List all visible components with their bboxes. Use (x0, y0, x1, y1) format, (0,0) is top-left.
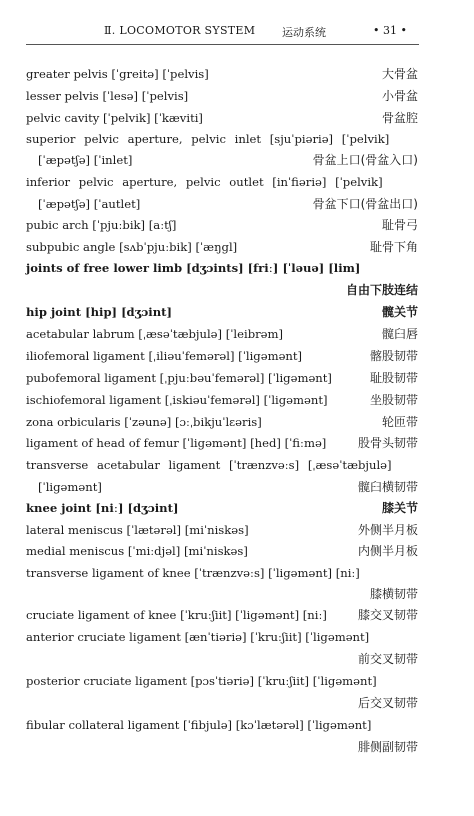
entry-medial-meniscus (26, 540, 418, 562)
entry-ischiofemoral-ligament (26, 389, 418, 411)
running-header (0, 22, 474, 40)
entry-anterior-cruciate-ligament (26, 626, 418, 648)
entry-english: pubic arch [ˈpjuːbik] [aːtʃ] (26, 218, 177, 232)
entry-hip-joint (26, 301, 418, 323)
entry-english: greater pelvis [ˈgreitə] [ˈpelvis] (26, 67, 209, 81)
entry-transverse-acetabular-ligament (26, 454, 418, 476)
entry-inferior-pelvic-aperture (26, 171, 418, 193)
entry-english: ischiofemoral ligament [ˌiskiəuˈfemərəl] [ˈligəmənt] (26, 393, 328, 407)
entry-chinese: 大骨盆 (381, 67, 418, 81)
entry-fibular-collateral-ligament (26, 714, 418, 736)
entry-transverse-ligament-of-knee (26, 562, 418, 584)
entry-english: lateral meniscus [ˈlætərəl] [miˈniskəs] (26, 523, 249, 537)
entry-knee-joint (26, 497, 418, 519)
entry-iliofemoral-ligament (26, 345, 418, 367)
entry-acetabular-labrum (26, 323, 418, 345)
entry-lateral-meniscus (26, 519, 418, 541)
entry-chinese: 髋关节 (381, 305, 418, 319)
entry-english: anterior cruciate ligament [ænˈtiəriə] [ˈkruːʃiit] [ˈligəmənt] (26, 630, 370, 644)
entry-superior-pelvic-aperture (26, 128, 418, 150)
entry-pubic-arch (26, 214, 418, 236)
entry-english: cruciate ligament of knee [ˈkruːʃiit] [ˈligəmənt] [niː] (26, 608, 327, 622)
entry-transverse-acetabular-ligament-cont (38, 476, 418, 498)
entry-chinese: 股骨头韧带 (357, 436, 418, 450)
entry-greater-pelvis (26, 63, 418, 85)
entry-english: subpubic angle [sʌbˈpjuːbik] [ˈæŋgl] (26, 240, 238, 254)
entry-english: superior pelvic aperture, pelvic inlet [sjuˈpiəriə] [ˈpelvik] (26, 132, 390, 146)
entry-chinese: 内侧半月板 (357, 544, 418, 558)
entry-chinese: 自由下肢连结 (345, 283, 418, 297)
entry-chinese: 轮匝带 (381, 415, 418, 429)
entry-chinese: 腓侧副韧带 (357, 740, 418, 754)
entry-superior-pelvic-aperture-cont (38, 149, 418, 171)
entry-english: iliofemoral ligament [ˌiliəuˈfemərəl] [ˈligəmənt] (26, 349, 303, 363)
entry-pelvic-cavity (26, 107, 418, 129)
section-joints-of-free-lower-limb (26, 257, 418, 279)
entry-posterior-cruciate-ligament (26, 670, 418, 692)
entry-english: lesser pelvis [ˈlesə] [ˈpelvis] (26, 89, 189, 103)
entry-english: joints of free lower limb [dʒɔints] [friː] [ˈləuə] [lim] (26, 261, 361, 275)
entry-anterior-cruciate-ligament-cont (26, 648, 418, 670)
entry-transverse-ligament-of-knee-cont (26, 583, 418, 605)
entry-chinese: 坐股韧带 (369, 393, 418, 407)
entry-english: pubofemoral ligament [ˌpjuːbəuˈfemərəl] [ˈligəmənt] (26, 371, 332, 385)
entry-english: knee joint [niː] [dʒɔint] (26, 501, 179, 515)
entry-english: inferior pelvic aperture, pelvic outlet [inˈfiəriə] [ˈpelvik] (26, 175, 383, 189)
entry-chinese: 骨盆腔 (381, 111, 418, 125)
entry-inferior-pelvic-aperture-cont (38, 193, 418, 215)
entry-chinese: 外侧半月板 (357, 523, 418, 537)
section-joints-of-free-lower-limb-cont (26, 279, 418, 301)
entry-english: transverse ligament of knee [ˈtrænzvəːs] [ˈligəmənt] [niː] (26, 566, 360, 580)
page-number: • 31 • (373, 24, 407, 37)
chapter-title: Ⅱ. LOCOMOTOR SYSTEM (104, 24, 256, 37)
entry-chinese: 膝交叉韧带 (357, 608, 418, 622)
entry-english: posterior cruciate ligament [pɔsˈtiəriə] [ˈkruːʃiit] [ˈligəmənt] (26, 674, 377, 688)
entry-chinese: 髋臼唇 (381, 327, 418, 341)
entry-english: pelvic cavity [ˈpelvik] [ˈkæviti] (26, 111, 203, 125)
entry-chinese: 耻骨弓 (381, 218, 418, 232)
entry-chinese: 髋臼横韧带 (357, 480, 418, 494)
entry-english: [ˈligəmənt] (38, 480, 102, 494)
entry-chinese: 耻骨下角 (369, 240, 418, 254)
entry-ligament-of-head-of-femur (26, 432, 418, 454)
entry-english: acetabular labrum [ˌæsəˈtæbjulə] [ˈleibrəm] (26, 327, 284, 341)
entry-chinese: 髂股韧带 (369, 349, 418, 363)
entry-lesser-pelvis (26, 85, 418, 107)
entry-chinese: 耻股韧带 (369, 371, 418, 385)
entry-english: ligament of head of femur [ˈligəmənt] [hed] [ˈfiːmə] (26, 436, 327, 450)
entry-english: fibular collateral ligament [ˈfibjulə] [kɔˈlætərəl] [ˈligəmənt] (26, 718, 372, 732)
entry-english: [ˈæpətʃə] [ˈautlet] (38, 197, 141, 211)
entry-chinese: 前交叉韧带 (357, 652, 418, 666)
entry-chinese: 膝关节 (381, 501, 418, 515)
entry-pubofemoral-ligament (26, 367, 418, 389)
chapter-title-chinese: 运动系统 (282, 26, 326, 39)
entry-subpubic-angle (26, 236, 418, 258)
entry-posterior-cruciate-ligament-cont (26, 692, 418, 714)
header-rule (26, 44, 419, 45)
entry-english: transverse acetabular ligament [ˈtrænzvəːs] [ˌæsəˈtæbjulə] (26, 458, 392, 472)
entry-english: zona orbicularis [ˈzəunə] [ɔːˌbikjuˈlɛəris] (26, 415, 262, 429)
entry-english: medial meniscus [ˈmiːdjəl] [miˈniskəs] (26, 544, 248, 558)
entry-chinese: 膝横韧带 (369, 587, 418, 601)
entry-chinese: 小骨盆 (381, 89, 418, 103)
entry-cruciate-ligament-of-knee (26, 604, 418, 626)
entry-zona-orbicularis (26, 411, 418, 433)
entry-fibular-collateral-ligament-cont (26, 736, 418, 758)
entry-chinese: 后交叉韧带 (357, 696, 418, 710)
entry-chinese: 骨盆上口(骨盆入口) (312, 153, 418, 167)
entry-english: hip joint [hip] [dʒɔint] (26, 305, 172, 319)
entry-english: [ˈæpətʃə] [ˈinlet] (38, 153, 133, 167)
entry-chinese: 骨盆下口(骨盆出口) (312, 197, 418, 211)
